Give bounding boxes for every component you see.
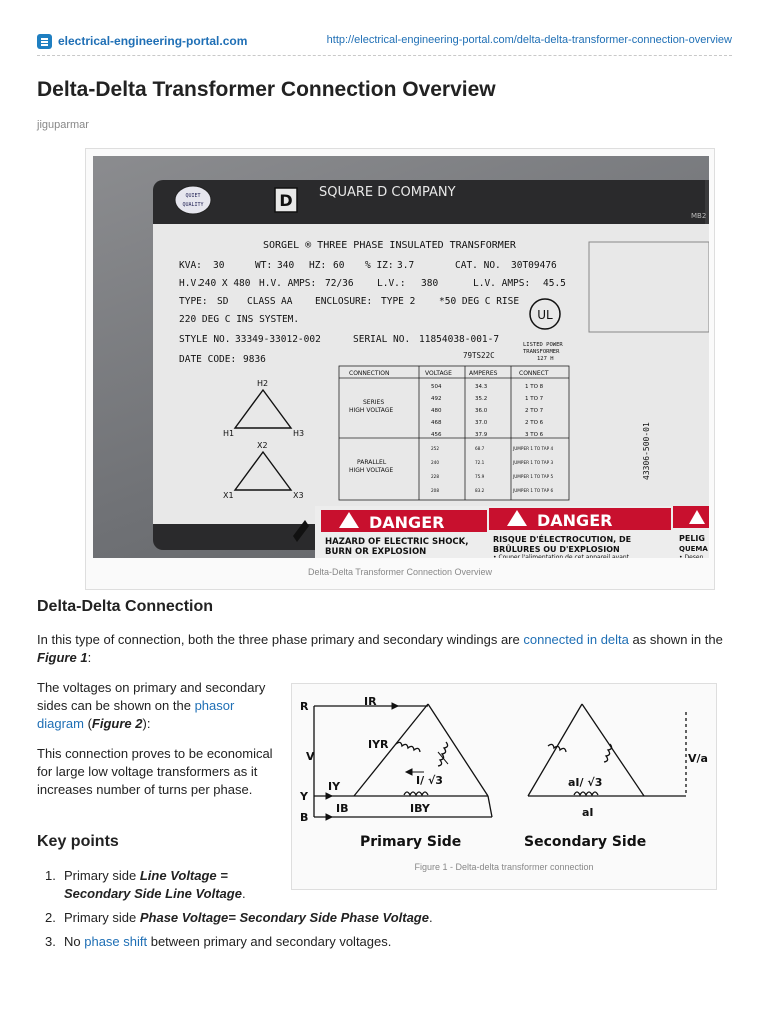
list-item: 3. No phase shift between primary and secondary voltages. — [45, 934, 392, 949]
svg-text:ENCLOSURE:: ENCLOSURE: — [315, 296, 373, 307]
danger-label-fr: DANGER — [537, 511, 613, 530]
svg-text:L.V. AMPS:: L.V. AMPS: — [473, 278, 531, 289]
svg-text:• Desen: • Desen — [679, 554, 704, 558]
svg-text:• Couper l'alimentation de cet: • Couper l'alimentation de cet appareil avant — [493, 554, 630, 558]
header-divider — [37, 55, 732, 56]
svg-text:TYPE:: TYPE: — [179, 296, 208, 307]
svg-text:AA: AA — [281, 296, 293, 307]
svg-text:H1: H1 — [223, 429, 235, 438]
label-ir: IR — [364, 695, 377, 708]
label-iby: IBY — [410, 802, 430, 815]
svg-text:*50 DEG C RISE: *50 DEG C RISE — [439, 296, 520, 307]
tap-table-cell: JUMPER 1 TO TAP 5 — [513, 474, 554, 479]
tap-table-cell: 228 — [431, 474, 439, 479]
svg-text:CONNECT: CONNECT — [519, 370, 549, 377]
article-url-link[interactable]: http://electrical-engineering-portal.com/delta-delta-transformer-connection-overview — [326, 34, 732, 46]
label-ai-sqrt3: aI/ √3 — [568, 776, 603, 789]
tap-table-cell: 34.3 — [475, 384, 488, 390]
svg-text:CONNECTION: CONNECTION — [349, 370, 390, 377]
figure-1 — [291, 683, 717, 890]
list-item: 1. Primary side Line Voltage = Secondary Side Line Voltage. — [45, 868, 246, 901]
transformer-nameplate-photo — [93, 156, 709, 558]
svg-text:% IZ:: % IZ: — [365, 260, 394, 271]
svg-text:380: 380 — [421, 278, 439, 289]
svg-text:TYPE 2: TYPE 2 — [381, 296, 416, 307]
tap-table-cell: 480 — [431, 408, 442, 414]
svg-text:H2: H2 — [257, 379, 269, 388]
tap-table-cell: JUMPER 1 TO TAP 6 — [513, 488, 554, 493]
tap-table-cell: 68.7 — [475, 446, 485, 451]
svg-text:X2: X2 — [257, 441, 268, 450]
tap-table-cell: 37.0 — [475, 420, 488, 426]
photo-figure — [85, 148, 715, 590]
svg-text:UL: UL — [537, 308, 553, 322]
author: jiguparmar — [37, 119, 89, 131]
danger-label: DANGER — [369, 513, 445, 532]
svg-text:PELIG: PELIG — [679, 534, 705, 543]
svg-text:240 X 480: 240 X 480 — [199, 278, 251, 289]
label-r: R — [300, 700, 309, 713]
label-b: B — [300, 811, 309, 824]
svg-text:SERIAL NO.: SERIAL NO. — [353, 334, 411, 345]
svg-text:L.V.:: L.V.: — [377, 278, 406, 289]
svg-text:HZ:: HZ: — [309, 260, 327, 271]
svg-text:CAT. NO.: CAT. NO. — [455, 260, 501, 271]
svg-text:TRANSFORMER: TRANSFORMER — [523, 349, 560, 355]
tap-table-cell: 3 TO 6 — [525, 432, 544, 438]
tap-table-cell: 504 — [431, 384, 442, 390]
tap-table-cell: 1 TO 8 — [525, 384, 544, 390]
svg-text:340: 340 — [277, 260, 295, 271]
site-header — [37, 32, 732, 54]
tap-table-cell: 36.0 — [475, 408, 488, 414]
label-v: V — [306, 750, 315, 763]
phase-shift-link[interactable]: phase shift — [84, 934, 148, 949]
tap-table-cell: 240 — [431, 460, 439, 465]
tap-table-cell: 72.1 — [475, 460, 485, 465]
svg-text:KVA:: KVA: — [179, 260, 202, 271]
photo-caption: Delta-Delta Transformer Connection Overview — [307, 567, 493, 577]
svg-text:CLASS: CLASS — [247, 296, 276, 307]
svg-text:BURN OR EXPLOSION: BURN OR EXPLOSION — [325, 547, 427, 557]
page-title: Delta-Delta Transformer Connection Overview — [37, 78, 496, 101]
section-heading: Delta-Delta Connection — [37, 598, 214, 615]
svg-text:AMPERES: AMPERES — [469, 370, 498, 377]
svg-text:PARALLEL: PARALLEL — [357, 459, 387, 466]
tap-table-cell: 208 — [431, 488, 439, 493]
svg-text:SERIES: SERIES — [363, 399, 385, 406]
tap-table-cell: 75.9 — [475, 474, 485, 479]
svg-text:HAZARD OF ELECTRIC SHOCK,: HAZARD OF ELECTRIC SHOCK, — [325, 537, 469, 547]
key-points-list-a — [37, 867, 287, 903]
company-name: SQUARE D COMPANY — [319, 185, 456, 200]
svg-text:X1: X1 — [223, 491, 234, 500]
svg-text:D: D — [279, 191, 293, 210]
svg-text:H.V.: H.V. — [179, 278, 202, 289]
nameplate-drawing — [93, 156, 709, 558]
key-points-list-b — [37, 909, 737, 951]
tap-table-cell: 2 TO 6 — [525, 420, 544, 426]
svg-text:VOLTAGE: VOLTAGE — [425, 370, 452, 377]
svg-text:43306-500-01: 43306-500-01 — [642, 422, 651, 480]
svg-text:HIGH VOLTAGE: HIGH VOLTAGE — [349, 407, 394, 414]
label-v-a: V/a — [688, 752, 708, 765]
delta-delta-diagram — [292, 684, 716, 854]
svg-text:3.7: 3.7 — [397, 260, 415, 271]
tap-table-cell: 456 — [431, 432, 442, 438]
primary-side-label: Primary Side — [360, 834, 462, 850]
svg-text:45.5: 45.5 — [543, 278, 566, 289]
plate-code: MB2 — [691, 212, 707, 220]
svg-text:WT:: WT: — [255, 260, 273, 271]
label-iyr: IYR — [368, 738, 389, 751]
figure-1-caption: Figure 1 - Delta-delta transformer connection — [414, 862, 594, 872]
svg-text:HIGH VOLTAGE: HIGH VOLTAGE — [349, 467, 394, 474]
svg-text:60: 60 — [333, 260, 345, 271]
connected-in-delta-link[interactable]: connected in delta — [523, 632, 629, 647]
economy-paragraph: This connection proves to be economical for large low voltage transformers as it increases number of turns per phase. — [37, 746, 273, 797]
svg-text:H.V. AMPS:: H.V. AMPS: — [259, 278, 317, 289]
tap-table-cell: 252 — [431, 446, 439, 451]
phasor-diagram-link[interactable]: phasor diagram — [37, 698, 235, 731]
tap-table-cell: 37.9 — [475, 432, 488, 438]
label-ai: aI — [582, 806, 594, 819]
svg-text:9836: 9836 — [243, 354, 266, 365]
secondary-side-label: Secondary Side — [524, 834, 647, 850]
intro-paragraph: In this type of connection, both the three phase primary and secondary windings are connected in delta as shown in the Figure 1: — [37, 632, 723, 665]
phasor-paragraph: The voltages on primary and secondary sides can be shown on the phasor diagram (Figure 2): — [37, 680, 266, 731]
svg-text:79TS22C: 79TS22C — [463, 351, 495, 360]
svg-text:STYLE NO.: STYLE NO. — [179, 334, 231, 345]
tap-table-cell: 83.2 — [475, 488, 485, 493]
svg-text:33349-33012-002: 33349-33012-002 — [235, 334, 321, 345]
plate-title: SORGEL ® THREE PHASE INSULATED TRANSFORMER — [263, 240, 516, 251]
svg-text:220 DEG C INS SYSTEM.: 220 DEG C INS SYSTEM. — [179, 314, 300, 325]
svg-text:11854038-001-7: 11854038-001-7 — [419, 334, 500, 345]
label-y: Y — [300, 790, 308, 803]
tap-table-cell: JUMPER 1 TO TAP 3 — [513, 460, 554, 465]
svg-text:RISQUE D'ÉLECTROCUTION, DE: RISQUE D'ÉLECTROCUTION, DE — [493, 535, 632, 544]
label-iy: IY — [328, 780, 341, 793]
tap-table-cell: 1 TO 7 — [525, 396, 544, 402]
quiet-badge-2: QUALITY — [182, 202, 204, 208]
tap-table-cell: 468 — [431, 420, 442, 426]
key-points-heading: Key points — [37, 833, 119, 850]
svg-text:30T09476: 30T09476 — [511, 260, 557, 271]
quiet-badge-1: QUIET — [185, 193, 201, 199]
svg-text:LISTED POWER: LISTED POWER — [523, 342, 563, 348]
svg-text:127 H: 127 H — [537, 356, 554, 362]
document-icon — [37, 34, 52, 49]
tap-table-cell: 35.2 — [475, 396, 488, 402]
svg-text:X3: X3 — [293, 491, 304, 500]
tap-table-cell: 492 — [431, 396, 442, 402]
svg-text:QUEMA: QUEMA — [679, 545, 708, 553]
svg-text:72/36: 72/36 — [325, 278, 354, 289]
svg-text:DATE CODE:: DATE CODE: — [179, 354, 237, 365]
label-ib: IB — [336, 802, 349, 815]
label-i-sqrt3: I/ √3 — [416, 774, 443, 787]
site-name-link[interactable]: electrical-engineering-portal.com — [58, 34, 248, 48]
list-item: 2. Primary side Phase Voltage= Secondary Side Phase Voltage. — [45, 910, 433, 925]
svg-text:BRÛLURES OU D'EXPLOSION: BRÛLURES OU D'EXPLOSION — [493, 545, 620, 554]
tap-table-cell: 2 TO 7 — [525, 408, 544, 414]
tap-table-cell: JUMPER 1 TO TAP 4 — [513, 446, 554, 451]
svg-text:30: 30 — [213, 260, 225, 271]
svg-text:H3: H3 — [293, 429, 305, 438]
svg-text:SD: SD — [217, 296, 229, 307]
